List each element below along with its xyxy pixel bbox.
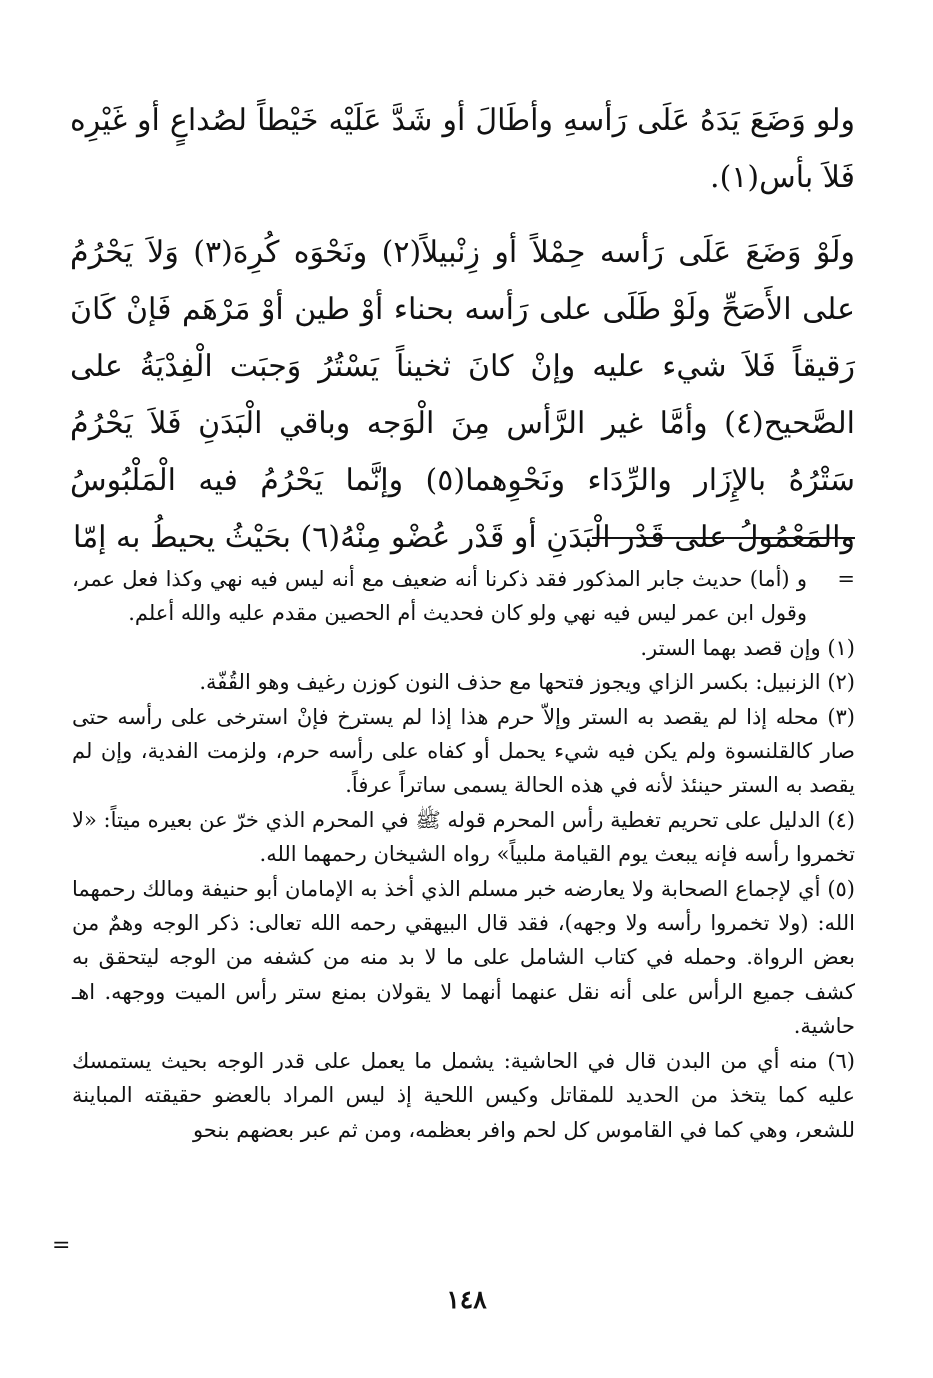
main-text xyxy=(70,92,855,566)
footnote-continues-mark: = xyxy=(52,1233,71,1258)
footnote-4: (٤) الدليل على تحريم تغطية رأس المحرم قوله ﷺ في المحرم الذي خرّ عن بعيره ميتاً: «لا تخمروا رأسه فإنه يبعث يوم القيامة ملبياً» رواه الشيخان رحمهما الله. xyxy=(72,807,855,867)
footnote-1: (١) وإن قصد بهما الستر. xyxy=(640,635,855,660)
main-paragraph-2: ولَوْ وَضَعَ عَلَى رَأسه حِمْلاً أو زِنْبيلاً(٢) ونَحْوَه كُرِهَ(٣) وَلاَ يَحْرُمُ على الأَصَحِّ ولَوْ طَلَى على رَأسه بحناء أوْ طين أوْ مَرْهَم فَإنْ كَانَ رَقيقاً فَلاَ شيء عليه وإنْ كانَ ثخيناً يَسْتُرُ وَجبَت الْفِدْيَةُ على الصَّحيح(٤) وأمَّا غير الرَّأس مِنَ الْوَجه وباقي الْبَدَنِ فَلاَ يَحْرُمُ سَتْرُهُ بالإِزَار والرِّدَاء ونَحْوِهما(٥) وإنَّما يَحْرُمُ فيه الْمَلْبُوسُ والمَعْمُولُ على قَدْر الْبَدَنِ أو قَدْر عُضْو مِنْهُ(٦) بحَيْثُ يحيطُ به إمّا xyxy=(70,235,856,555)
footnote-continuation-text: و (أما) حديث جابر المذكور فقد ذكرنا أنه ضعيف مع أنه ليس فيه نهي وكذا فعل عمر، وقول ابن عمر ليس فيه نهي ولو كان فحديث أم الحصين مقدم عليه والله أعلم. xyxy=(72,567,807,626)
footnote-separator xyxy=(592,537,855,539)
footnotes xyxy=(72,562,855,1147)
footnote-continuation xyxy=(72,562,855,631)
page-number: ١٤٨ xyxy=(446,1285,487,1314)
continuation-mark: = xyxy=(837,567,855,591)
main-paragraph-1: ولو وَضَعَ يَدَهُ عَلَى رَأسهِ وأطَالَ أو شَدَّ عَلَيْه خَيْطاً لصُداعٍ أو غَيْرِه فَلاَ بأس(١). xyxy=(70,103,855,195)
footnote-2: (٢) الزنبيل: بكسر الزاي ويجوز فتحها مع حذف النون كوزن رغيف وهو القُفّة. xyxy=(199,670,855,695)
footnote-5: (٥) أي لإجماع الصحابة ولا يعارضه خبر مسلم الذي أخذ به الإمامان أبو حنيفة ومالك رحمهما الله: (ولا تخمروا رأسه ولا وجهه)، فقد قال البيهقي رحمه الله تعالى: ذكر الوجه وهمٌ من بعض الرواة. وحمله في كتاب الشامل على ما لا بد منه من كشفه من الوجه ليتحقق به كشف جميع الرأس على أنه نقل عنهما أنهما لا يقولان بمنع ستر رأس الميت ووجهه. اهـ حاشية. xyxy=(72,876,855,1039)
footnote-6: (٦) منه أي من البدن قال في الحاشية: يشمل ما يعمل على قدر الوجه بحيث يستمسك عليه كما يتخذ من الحديد للمقاتل وكيس اللحية إذ ليس المراد بالعضو حقيقته المباينة للشعر، وهي كما في القاموس كل لحم وافر بعظمه، ومن ثم عبر بعضهم بنحو xyxy=(72,1048,855,1142)
footnote-3: (٣) محله إذا لم يقصد به الستر وإلاّ حرم هذا إذا لم يسترخ فإنْ استرخى على رأسه حتى صار كالقلنسوة ولم يكن فيه شيء يحمل أو كفاه على رأسه حرم، ولزمت الفدية، وإن لم يقصد به الستر حينئذ لأنه في هذه الحالة يسمى ساتراً عرفاً. xyxy=(72,704,855,798)
